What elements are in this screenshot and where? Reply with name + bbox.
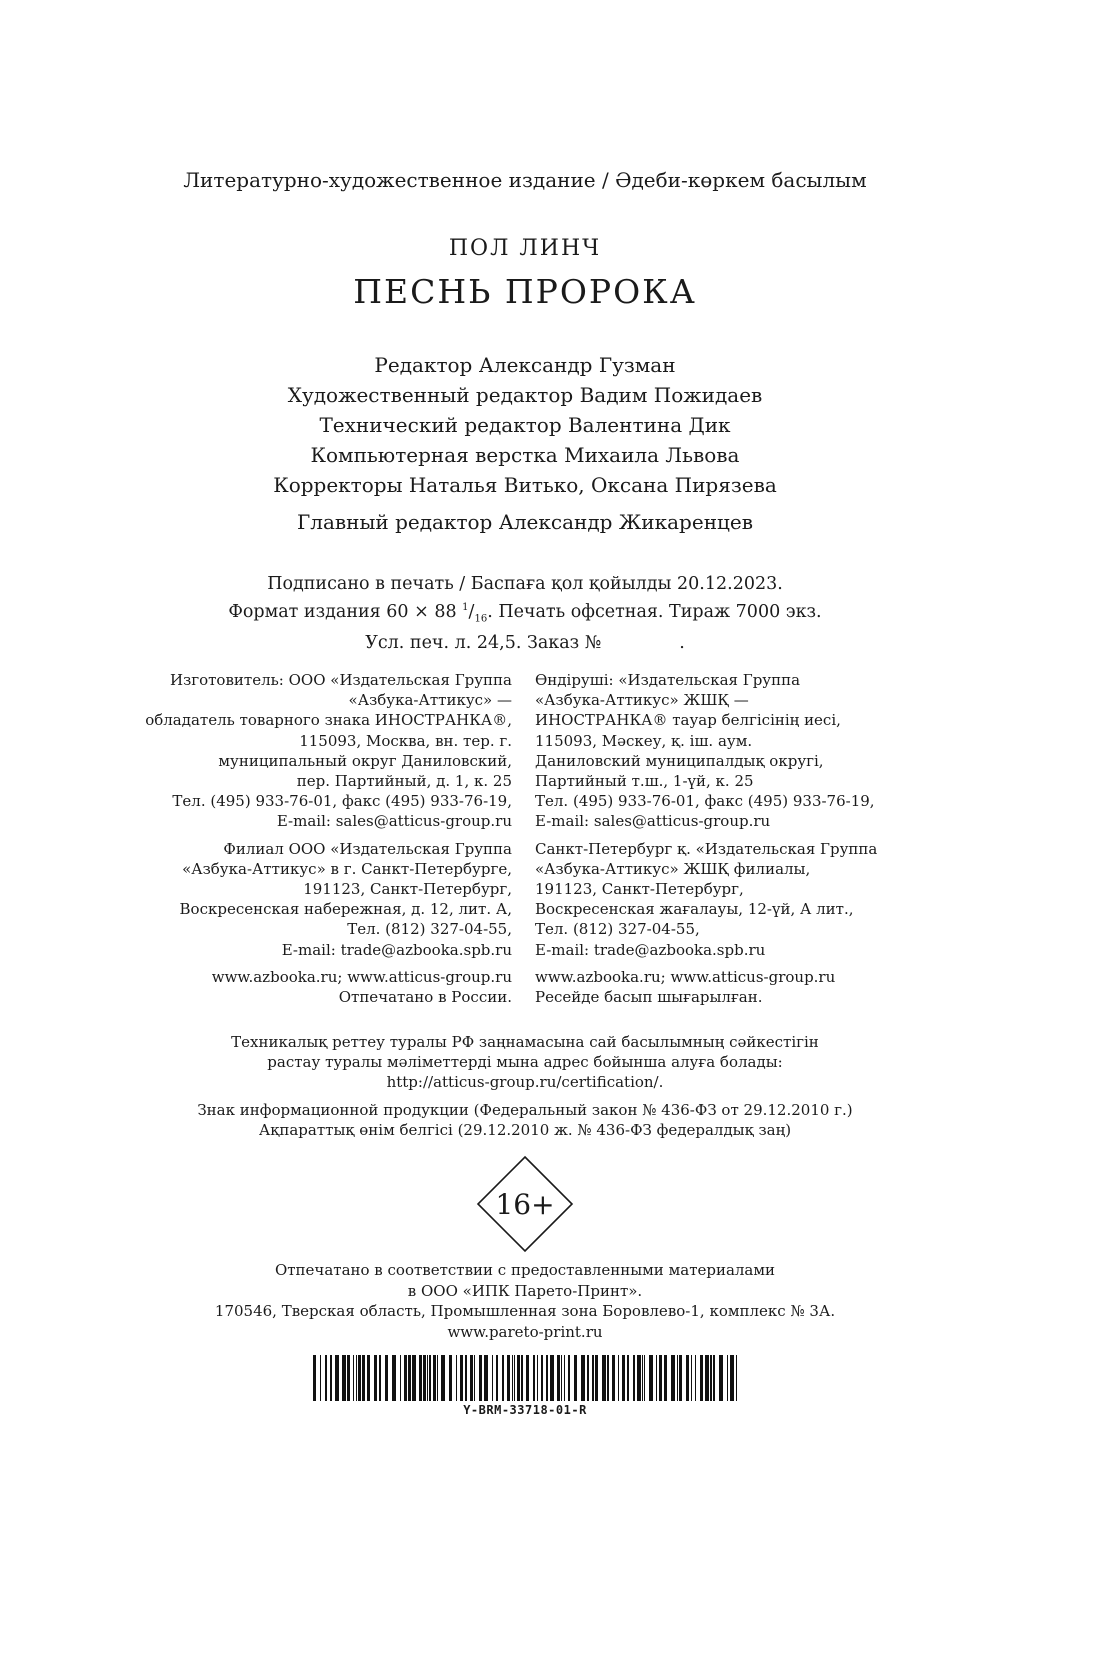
barcode-bar (456, 1355, 457, 1401)
barcode-bar (404, 1355, 407, 1401)
chief-editor: Главный редактор Александр Жикаренцев (297, 510, 753, 534)
credit-line: Корректоры Наталья Витько, Оксана Пирязева (273, 473, 777, 497)
barcode-bar (622, 1355, 625, 1401)
barcode-bar (342, 1355, 346, 1401)
credit-line: Художественный редактор Вадим Пожидаев (287, 383, 763, 407)
barcode-label: Y-BRM-33718-01-R (463, 1403, 587, 1417)
barcode-bar (561, 1355, 562, 1401)
barcode-bar (686, 1355, 689, 1401)
address-line: «Азбука-Аттикус» ЖШҚ филиалы, (535, 859, 811, 878)
barcode-bar (441, 1355, 445, 1401)
barcode-bar (512, 1355, 513, 1401)
branch-kz (535, 839, 955, 960)
barcode-bar (541, 1355, 543, 1401)
address-line: «Азбука-Аттикус» в г. Санкт-Петербурге, (182, 859, 512, 878)
barcode-bar (537, 1355, 538, 1401)
age-rating-text: 16+ (495, 1188, 555, 1221)
barcode-bar (564, 1355, 565, 1401)
barcode-bar (649, 1355, 653, 1401)
column-russian (140, 670, 512, 1007)
barcode-bar (353, 1355, 354, 1401)
barcode-bar (607, 1355, 609, 1401)
email-line: E-mail: trade@azbooka.spb.ru (535, 940, 766, 959)
manufacturer-ru (140, 670, 512, 832)
barcode-bar (470, 1355, 473, 1401)
address-line: 191123, Санкт-Петербург, (303, 880, 512, 899)
barcode-bar (691, 1355, 692, 1401)
address-line: Изготовитель: ООО «Издательская Группа (169, 671, 512, 689)
format-numerator: 1 (462, 602, 469, 613)
age-rating-badge (476, 1155, 574, 1253)
barcode-bar (356, 1355, 357, 1401)
address-line: Даниловский муниципалдық округі, (535, 751, 824, 770)
address-line: Тел. (812) 327-04-55, (347, 920, 512, 939)
format-denominator: 16 (474, 613, 488, 625)
barcode-bar (602, 1355, 606, 1401)
order-line: Усл. печ. л. 24,5. Заказ № . (365, 633, 685, 654)
barcode-bar (379, 1355, 381, 1401)
manufacturer-kz (535, 670, 955, 832)
address-line: ИНОСТРАНКА® тауар белгісінің иесі, (535, 711, 841, 730)
law-line: Знак информационной продукции (Федеральный закон № 436-ФЗ от 29.12.2010 г.) (197, 1101, 853, 1119)
barcode-bar (412, 1355, 416, 1401)
address-line: Филиал ООО «Издательская Группа (223, 839, 512, 858)
format-suffix: . Печать офсетная. Тираж 7000 экз. (487, 601, 822, 622)
barcode-bar (587, 1355, 589, 1401)
barcode-bar (736, 1355, 737, 1401)
barcode-bar (374, 1355, 377, 1401)
printer-info (0, 1260, 1050, 1342)
address-line: обладатель товарного знака ИНОСТРАНКА®, (145, 711, 512, 730)
barcode-bar (325, 1355, 327, 1401)
barcode-bar (392, 1355, 396, 1401)
barcode-bar (679, 1355, 682, 1401)
barcode-bar (618, 1355, 619, 1401)
barcode-bar (429, 1355, 431, 1401)
barcode-bar (671, 1355, 675, 1401)
barcode-bar (492, 1355, 493, 1401)
barcode-bar (719, 1355, 723, 1401)
barcode-bar (526, 1355, 529, 1401)
barcode-bar (427, 1355, 428, 1401)
barcode-bar (433, 1355, 436, 1401)
email-line: E-mail: trade@azbooka.spb.ru (281, 940, 512, 959)
address-line: 191123, Санкт-Петербург, (535, 880, 744, 899)
address-line: Воскресенская набережная, д. 12, лит. А, (179, 900, 512, 919)
format-line (0, 596, 1050, 631)
cert-line: Техникалық реттеу туралы РФ заңнамасына сай басылымның сәйкестігін (231, 1033, 819, 1051)
address-line: Тел. (812) 327-04-55, (535, 920, 700, 939)
barcode-bar (330, 1355, 332, 1401)
barcode-bar (574, 1355, 577, 1401)
barcode-bar (347, 1355, 350, 1401)
barcode-bar (612, 1355, 615, 1401)
barcode-bar (644, 1355, 645, 1401)
barcode-bar (713, 1355, 715, 1401)
barcode-bar (546, 1355, 548, 1401)
barcode-bar (423, 1355, 426, 1401)
cert-line: растау туралы мәліметтерді мына адрес бойынша алуға болады: (267, 1053, 783, 1071)
barcode-bar (664, 1355, 667, 1401)
sites-kz (535, 967, 955, 1007)
barcode-bar (677, 1355, 678, 1401)
address-line: Санкт-Петербург қ. «Издательская Группа (535, 839, 878, 858)
barcode-bar (521, 1355, 523, 1401)
barcode-bar (358, 1355, 361, 1401)
barcode-bar (465, 1355, 467, 1401)
address-line: 115093, Москва, вн. тер. г. (299, 731, 512, 750)
email-line: E-mail: sales@atticus-group.ru (276, 812, 512, 831)
barcode-bar (449, 1355, 452, 1401)
barcode-bar (533, 1355, 535, 1401)
barcode-bar (514, 1355, 515, 1401)
barcode-bar (437, 1355, 438, 1401)
address-line: муниципальный округ Даниловский, (218, 751, 512, 770)
printer-line: в ООО «ИПК Парето-Принт». (407, 1281, 643, 1300)
address-line: Өндіруші: «Издательская Группа (535, 671, 801, 689)
barcode-bar (474, 1355, 475, 1401)
barcode-bar (642, 1355, 643, 1401)
printer-url: www.pareto-print.ru (447, 1322, 603, 1341)
format-slash: / (468, 601, 475, 622)
barcode-bar (419, 1355, 422, 1401)
address-line: Тел. (495) 933-76-01, факс (495) 933-76-19, (535, 792, 875, 811)
barcode-bar (592, 1355, 594, 1401)
barcode-bar (320, 1355, 321, 1401)
branch-ru (140, 839, 512, 960)
address-line: «Азбука-Аттикус» ЖШҚ — (535, 691, 749, 710)
barcode (313, 1355, 737, 1401)
cert-url: http://atticus-group.ru/certification/. (386, 1073, 664, 1091)
barcode-bar (517, 1355, 520, 1401)
barcode-bar (408, 1355, 411, 1401)
barcode-bar (637, 1355, 641, 1401)
barcode-bar (710, 1355, 712, 1401)
barcode-bar (627, 1355, 629, 1401)
barcode-bar (568, 1355, 570, 1401)
printer-line: 170546, Тверская область, Промышленная зона Боровлево-1, комплекс № 3А. (214, 1302, 836, 1320)
info-product-sign (0, 1100, 1050, 1140)
barcode-bar (400, 1355, 401, 1401)
printer-line: Отпечатано в соответствии с предоставленными материалами (274, 1261, 776, 1279)
barcode-bar (484, 1355, 488, 1401)
email-line: E-mail: sales@atticus-group.ru (535, 812, 771, 831)
barcode-bar (479, 1355, 482, 1401)
barcode-bar (656, 1355, 657, 1401)
printed-in-line: Отпечатано в России. (338, 988, 512, 1007)
barcode-bar (385, 1355, 388, 1401)
signed-date: Подписано в печать / Баспаға қол қойылды 20.12.2023. (267, 574, 783, 594)
address-line: «Азбука-Аттикус» — (348, 691, 512, 710)
barcode-bar (705, 1355, 709, 1401)
barcode-bar (581, 1355, 585, 1401)
barcode-bar (659, 1355, 662, 1401)
law-line: Ақпараттық өнім белгісі (29.12.2010 ж. № 436-ФЗ федералдық заң) (258, 1121, 792, 1139)
address-line: Партийный т.ш., 1-үй, к. 25 (535, 772, 754, 791)
barcode-bar (730, 1355, 734, 1401)
barcode-bar (695, 1355, 696, 1401)
address-line: 115093, Мәскеу, қ. іш. аум. (535, 731, 753, 750)
barcode-bar (496, 1355, 498, 1401)
credits-list (0, 350, 1050, 500)
website-line: www.azbooka.ru; www.atticus-group.ru (211, 967, 512, 986)
barcode-bar (502, 1355, 504, 1401)
barcode-bar (727, 1355, 728, 1401)
barcode-bar (335, 1355, 339, 1401)
barcode-bar (460, 1355, 463, 1401)
barcode-bar (550, 1355, 554, 1401)
address-line: Воскресенская жағалауы, 12-үй, А лит., (535, 900, 854, 919)
barcode-bar (595, 1355, 598, 1401)
credit-line: Редактор Александр Гузман (374, 353, 676, 377)
format-prefix: Формат издания 60 × 88 (228, 601, 463, 622)
barcode-bar (367, 1355, 370, 1401)
column-kazakh (535, 670, 955, 1007)
barcode-bar (507, 1355, 510, 1401)
credit-line: Технический редактор Валентина Дик (319, 413, 731, 437)
website-line: www.azbooka.ru; www.atticus-group.ru (535, 967, 836, 986)
barcode-bar (362, 1355, 365, 1401)
barcode-bar (557, 1355, 560, 1401)
barcode-bar (633, 1355, 635, 1401)
credit-line: Компьютерная верстка Михаила Львова (310, 443, 740, 467)
certification-note (0, 1032, 1050, 1092)
barcode-bar (700, 1355, 703, 1401)
sites-ru (140, 967, 512, 1007)
print-info (0, 572, 1050, 655)
address-line: пер. Партийный, д. 1, к. 25 (296, 772, 512, 791)
imprint-type: Литературно-художественное издание / Әдеби-көркем басылым (183, 168, 867, 192)
address-line: Тел. (495) 933-76-01, факс (495) 933-76-19, (172, 792, 512, 811)
book-author: ПОЛ ЛИНЧ (448, 236, 602, 261)
printed-in-line: Ресейде басып шығарылған. (535, 988, 763, 1007)
book-title: ПЕСНЬ ПРОРОКА (353, 272, 697, 311)
barcode-bar (313, 1355, 316, 1401)
